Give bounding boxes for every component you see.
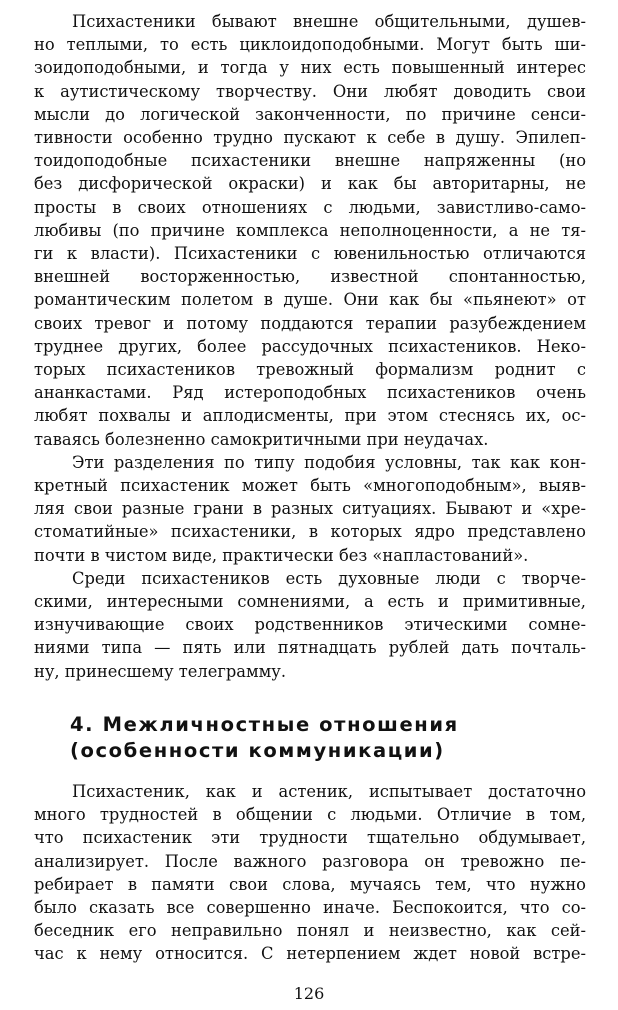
- text-line: Эти разделения по типу подобия условны, так как кон-: [72, 452, 586, 472]
- text-line: таваясь болезненно самокритичными при неудачах.: [34, 429, 489, 449]
- text-line: своих тревог и потому поддаются терапии разубеждением: [34, 313, 586, 333]
- text-line: стоматийные» психастеники, в которых ядро представлено: [34, 522, 586, 542]
- text-line: много трудностей в общении с людьми. Отличие в том,: [34, 805, 586, 825]
- body-text-top: [34, 10, 586, 683]
- text-line: без дисфорической окраски) и как бы авторитарны, не: [34, 174, 586, 194]
- text-line: ляя свои разные грани в разных ситуациях. Бывают и «хре-: [34, 499, 586, 519]
- text-line: тивности особенно трудно пускают к себе в душу. Эпилеп-: [34, 128, 586, 148]
- text-line: романтическим полетом в душе. Они как бы «пьянеют» от: [34, 290, 586, 310]
- text-line: торых психастеников тревожный формализм роднит с: [34, 360, 586, 380]
- text-line: ребирает в памяти свои слова, мучаясь тем, что нужно: [34, 874, 586, 894]
- text-line: беседник его неправильно понял и неизвестно, как сей-: [34, 921, 586, 941]
- text-line: просты в своих отношениях с людьми, завистливо-само-: [34, 197, 586, 217]
- text-line: Психастеники бывают внешне общительными, душев-: [72, 12, 586, 31]
- text-line: Среди психастеников есть духовные люди с творче-: [72, 568, 586, 588]
- text-line: мысли до логической законченности, по причине сенси-: [34, 104, 586, 124]
- section-heading-line: (особенности коммуникации): [70, 739, 445, 762]
- text-line: час к нему относится. С нетерпением ждет новой встре-: [34, 944, 586, 964]
- text-line: ну, принесшему телеграмму.: [34, 661, 287, 681]
- text-line: любят похвалы и аплодисменты, при этом стеснясь их, ос-: [34, 406, 586, 426]
- page-number: 126: [293, 984, 325, 1003]
- text-line: зоидоподобными, и тогда у них есть повышенный интерес: [34, 58, 586, 78]
- text-line: было сказать все совершенно иначе. Беспокоится, что со-: [34, 898, 586, 918]
- text-line: что психастеник эти трудности тщательно обдумывает,: [34, 828, 586, 848]
- text-line: тоидоподобные психастеники внешне напряженны (но: [34, 151, 586, 171]
- text-line: внешней восторженностью, известной спонтанностью,: [34, 267, 586, 287]
- text-line: труднее других, более рассудочных психастеников. Неко-: [34, 336, 586, 356]
- text-line: ананкастами. Ряд истероподобных психастеников очень: [34, 383, 586, 403]
- text-line: к аутистическому творчеству. Они любят доводить свои: [34, 81, 586, 101]
- text-line: почти в чистом виде, практически без «напластований».: [34, 545, 529, 565]
- text-line: Психастеник, как и астеник, испытывает достаточно: [72, 782, 586, 801]
- text-line: ги к власти). Психастеники с ювенильностью отличаются: [34, 244, 586, 264]
- text-line: кретный психастеник может быть «многоподобным», выяв-: [34, 476, 586, 496]
- text-line: но теплыми, то есть циклоидоподобными. Могут быть ши-: [34, 35, 586, 55]
- section-heading-line: 4. Межличностные отношения: [70, 713, 459, 736]
- section-heading: [70, 712, 580, 764]
- text-line: любивы (по причине комплекса неполноценности, а не тя-: [34, 220, 586, 240]
- body-text-bottom: [34, 780, 586, 966]
- text-line: ниями типа — пять или пятнадцать рублей дать почталь-: [34, 638, 586, 658]
- text-line: скими, интересными сомнениями, а есть и примитивные,: [34, 592, 586, 612]
- text-line: анализирует. После важного разговора он тревожно пе-: [34, 851, 586, 871]
- text-line: изнучивающие своих родственников этическими сомне-: [34, 615, 586, 635]
